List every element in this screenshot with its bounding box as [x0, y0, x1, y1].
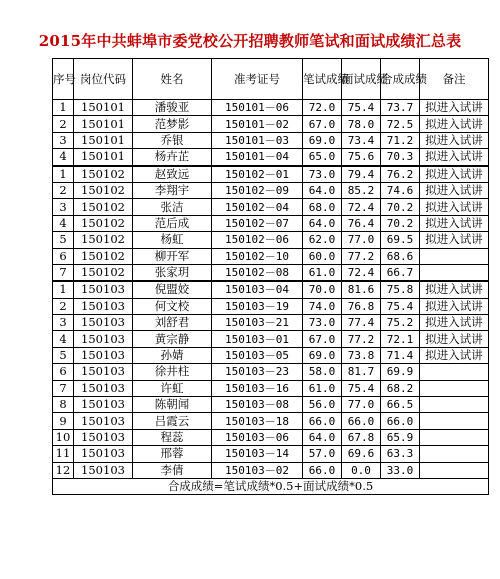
row-no: 7 — [53, 264, 74, 281]
row-total: 65.9 — [381, 429, 420, 445]
row-name: 倪盟姣 — [133, 281, 212, 298]
header-total: 合成成绩 — [381, 59, 420, 100]
row-no: 6 — [53, 248, 74, 264]
row-name: 李倩 — [133, 462, 212, 478]
row-interview: 81.7 — [342, 364, 381, 380]
row-written: 60.0 — [303, 248, 342, 264]
row-name: 范梦影 — [133, 116, 212, 132]
row-total: 69.9 — [381, 364, 420, 380]
row-code: 150103 — [74, 281, 133, 298]
row-interview: 79.4 — [342, 166, 381, 183]
row-interview: 77.0 — [342, 397, 381, 413]
row-note: 拟进入试讲 — [420, 281, 489, 298]
table-row — [53, 116, 489, 132]
row-total: 68.6 — [381, 248, 420, 264]
row-interview: 76.4 — [342, 215, 381, 231]
row-exam-id: 150103－18 — [212, 413, 303, 429]
table-row — [53, 215, 489, 231]
row-total: 75.2 — [381, 315, 420, 331]
row-written: 64.0 — [303, 215, 342, 231]
table-row — [53, 199, 489, 215]
row-total: 66.0 — [381, 413, 420, 429]
row-name: 张家玥 — [133, 264, 212, 281]
header-code: 岗位代码 — [74, 59, 133, 100]
row-note: 拟进入试讲 — [420, 149, 489, 166]
table-row — [53, 100, 489, 116]
table-header-row — [53, 59, 489, 100]
row-code: 150103 — [74, 331, 133, 347]
row-interview: 75.4 — [342, 100, 381, 116]
row-total: 72.1 — [381, 331, 420, 347]
row-written: 64.0 — [303, 182, 342, 198]
row-interview: 77.2 — [342, 331, 381, 347]
row-interview: 85.2 — [342, 182, 381, 198]
row-no: 12 — [53, 462, 74, 478]
row-name: 杨卉芷 — [133, 149, 212, 166]
row-interview: 77.2 — [342, 248, 381, 264]
row-interview: 0.0 — [342, 462, 381, 478]
row-no: 4 — [53, 149, 74, 166]
row-written: 73.0 — [303, 315, 342, 331]
row-exam-id: 150101－04 — [212, 149, 303, 166]
header-interview: 面试成绩 — [342, 59, 381, 100]
row-written: 57.0 — [303, 446, 342, 462]
row-written: 66.0 — [303, 462, 342, 478]
row-no: 4 — [53, 215, 74, 231]
table-row — [53, 248, 489, 264]
row-code: 150103 — [74, 315, 133, 331]
row-name: 赵致远 — [133, 166, 212, 183]
row-note: 拟进入试讲 — [420, 132, 489, 148]
row-exam-id: 150101－02 — [212, 116, 303, 132]
row-interview: 76.8 — [342, 298, 381, 314]
row-note: 拟进入试讲 — [420, 199, 489, 215]
row-written: 58.0 — [303, 364, 342, 380]
row-code: 150102 — [74, 182, 133, 198]
row-code: 150103 — [74, 397, 133, 413]
row-exam-id: 150103－05 — [212, 347, 303, 363]
row-no: 2 — [53, 116, 74, 132]
formula-note: 合成成绩=笔试成绩*0.5+面试成绩*0.5 — [53, 478, 489, 494]
table-row — [53, 347, 489, 363]
row-note: 拟进入试讲 — [420, 182, 489, 198]
row-code: 150103 — [74, 462, 133, 478]
row-note: 拟进入试讲 — [420, 347, 489, 363]
row-no: 1 — [53, 100, 74, 116]
row-note — [420, 397, 489, 413]
table-row — [53, 166, 489, 183]
row-total: 66.7 — [381, 264, 420, 281]
row-exam-id: 150102－07 — [212, 215, 303, 231]
row-no: 1 — [53, 166, 74, 183]
row-name: 柳开军 — [133, 248, 212, 264]
row-code: 150102 — [74, 232, 133, 248]
row-total: 71.4 — [381, 347, 420, 363]
row-written: 73.0 — [303, 166, 342, 183]
row-name: 范后成 — [133, 215, 212, 231]
row-exam-id: 150102－04 — [212, 199, 303, 215]
row-name: 李翔宇 — [133, 182, 212, 198]
row-exam-id: 150101－03 — [212, 132, 303, 148]
table-row — [53, 182, 489, 198]
row-total: 74.6 — [381, 182, 420, 198]
row-no: 3 — [53, 315, 74, 331]
row-code: 150102 — [74, 166, 133, 183]
row-code: 150103 — [74, 413, 133, 429]
row-exam-id: 150102－06 — [212, 232, 303, 248]
row-written: 67.0 — [303, 116, 342, 132]
row-written: 66.0 — [303, 413, 342, 429]
row-no: 9 — [53, 413, 74, 429]
row-note: 拟进入试讲 — [420, 100, 489, 116]
row-note: 拟进入试讲 — [420, 331, 489, 347]
row-total: 70.2 — [381, 215, 420, 231]
row-code: 150102 — [74, 199, 133, 215]
row-total: 75.4 — [381, 298, 420, 314]
row-name: 陈朝闻 — [133, 397, 212, 413]
table-row — [53, 315, 489, 331]
row-code: 150103 — [74, 298, 133, 314]
score-table — [52, 58, 489, 495]
row-interview: 77.0 — [342, 232, 381, 248]
row-total: 68.2 — [381, 380, 420, 396]
row-written: 62.0 — [303, 232, 342, 248]
row-name: 张洁 — [133, 199, 212, 215]
row-no: 4 — [53, 331, 74, 347]
row-name: 吕霞云 — [133, 413, 212, 429]
row-written: 69.0 — [303, 347, 342, 363]
row-exam-id: 150101－06 — [212, 100, 303, 116]
row-no: 2 — [53, 182, 74, 198]
header-written: 笔试成绩 — [303, 59, 342, 100]
row-written: 74.0 — [303, 298, 342, 314]
row-no: 7 — [53, 380, 74, 396]
row-exam-id: 150102－09 — [212, 182, 303, 198]
row-total: 71.2 — [381, 132, 420, 148]
row-interview: 72.4 — [342, 199, 381, 215]
row-exam-id: 150103－02 — [212, 462, 303, 478]
row-code: 150103 — [74, 429, 133, 445]
row-written: 61.0 — [303, 264, 342, 281]
row-total: 70.2 — [381, 199, 420, 215]
row-note: 拟进入试讲 — [420, 166, 489, 183]
row-total: 70.3 — [381, 149, 420, 166]
row-exam-id: 150103－23 — [212, 364, 303, 380]
row-name: 黄宗静 — [133, 331, 212, 347]
row-name: 程蕊 — [133, 429, 212, 445]
row-written: 65.0 — [303, 149, 342, 166]
row-total: 72.5 — [381, 116, 420, 132]
row-code: 150102 — [74, 215, 133, 231]
row-note — [420, 446, 489, 462]
header-name: 姓名 — [133, 59, 212, 100]
row-no: 10 — [53, 429, 74, 445]
table-row — [53, 462, 489, 478]
header-no: 序号 — [53, 59, 74, 100]
row-interview: 75.4 — [342, 380, 381, 396]
row-exam-id: 150103－01 — [212, 331, 303, 347]
row-code: 150101 — [74, 100, 133, 116]
table-row — [53, 364, 489, 380]
row-code: 150102 — [74, 248, 133, 264]
row-total: 73.7 — [381, 100, 420, 116]
row-note — [420, 264, 489, 281]
row-written: 68.0 — [303, 199, 342, 215]
document-title: 2015年中共蚌埠市委党校公开招聘教师笔试和面试成绩汇总表 — [38, 32, 462, 50]
table-row — [53, 264, 489, 281]
row-name: 刘舒君 — [133, 315, 212, 331]
row-note: 拟进入试讲 — [420, 298, 489, 314]
row-no: 3 — [53, 132, 74, 148]
table-body — [53, 100, 489, 479]
row-interview: 78.0 — [342, 116, 381, 132]
row-note: 拟进入试讲 — [420, 116, 489, 132]
table-row — [53, 331, 489, 347]
row-note: 拟进入试讲 — [420, 315, 489, 331]
row-no: 3 — [53, 199, 74, 215]
row-name: 孙婧 — [133, 347, 212, 363]
table-row — [53, 429, 489, 445]
row-exam-id: 150102－01 — [212, 166, 303, 183]
row-exam-id: 150103－16 — [212, 380, 303, 396]
row-interview: 73.8 — [342, 347, 381, 363]
row-interview: 81.6 — [342, 281, 381, 298]
row-written: 56.0 — [303, 397, 342, 413]
table-row — [53, 413, 489, 429]
table-row — [53, 397, 489, 413]
row-name: 何文校 — [133, 298, 212, 314]
table-row — [53, 298, 489, 314]
row-interview: 77.4 — [342, 315, 381, 331]
row-total: 76.2 — [381, 166, 420, 183]
row-code: 150103 — [74, 446, 133, 462]
row-exam-id: 150103－14 — [212, 446, 303, 462]
row-written: 67.0 — [303, 331, 342, 347]
row-note — [420, 248, 489, 264]
row-no: 11 — [53, 446, 74, 462]
footer-row — [53, 478, 489, 494]
row-code: 150101 — [74, 116, 133, 132]
row-exam-id: 150103－08 — [212, 397, 303, 413]
row-note: 拟进入试讲 — [420, 215, 489, 231]
header-exam: 准考证号 — [212, 59, 303, 100]
row-interview: 72.4 — [342, 264, 381, 281]
row-total: 75.8 — [381, 281, 420, 298]
row-note — [420, 413, 489, 429]
row-written: 70.0 — [303, 281, 342, 298]
row-total: 63.3 — [381, 446, 420, 462]
row-name: 徐井柱 — [133, 364, 212, 380]
row-name: 乔银 — [133, 132, 212, 148]
row-written: 64.0 — [303, 429, 342, 445]
row-total: 69.5 — [381, 232, 420, 248]
row-code: 150101 — [74, 132, 133, 148]
row-interview: 67.8 — [342, 429, 381, 445]
row-written: 72.0 — [303, 100, 342, 116]
row-exam-id: 150103－04 — [212, 281, 303, 298]
row-interview: 66.0 — [342, 413, 381, 429]
row-exam-id: 150103－06 — [212, 429, 303, 445]
table-row — [53, 232, 489, 248]
row-no: 1 — [53, 281, 74, 298]
row-code: 150101 — [74, 149, 133, 166]
row-no: 2 — [53, 298, 74, 314]
row-no: 6 — [53, 364, 74, 380]
table-row — [53, 380, 489, 396]
row-total: 66.5 — [381, 397, 420, 413]
row-no: 5 — [53, 232, 74, 248]
row-code: 150103 — [74, 347, 133, 363]
row-exam-id: 150102－08 — [212, 264, 303, 281]
row-name: 潘骏亚 — [133, 100, 212, 116]
table-row — [53, 149, 489, 166]
row-code: 150102 — [74, 264, 133, 281]
row-exam-id: 150103－19 — [212, 298, 303, 314]
row-note — [420, 380, 489, 396]
row-name: 邢蓉 — [133, 446, 212, 462]
row-note — [420, 429, 489, 445]
row-no: 5 — [53, 347, 74, 363]
row-exam-id: 150103－21 — [212, 315, 303, 331]
row-interview: 73.4 — [342, 132, 381, 148]
header-note: 备注 — [420, 59, 489, 100]
row-note: 拟进入试讲 — [420, 232, 489, 248]
row-total: 33.0 — [381, 462, 420, 478]
row-no: 8 — [53, 397, 74, 413]
row-code: 150103 — [74, 380, 133, 396]
table-row — [53, 132, 489, 148]
table-row — [53, 446, 489, 462]
row-written: 61.0 — [303, 380, 342, 396]
row-exam-id: 150102－10 — [212, 248, 303, 264]
row-code: 150103 — [74, 364, 133, 380]
row-interview: 75.6 — [342, 149, 381, 166]
row-name: 杨虹 — [133, 232, 212, 248]
row-written: 69.0 — [303, 132, 342, 148]
row-note — [420, 364, 489, 380]
row-note — [420, 462, 489, 478]
row-interview: 69.6 — [342, 446, 381, 462]
row-name: 许虹 — [133, 380, 212, 396]
table-row — [53, 281, 489, 298]
